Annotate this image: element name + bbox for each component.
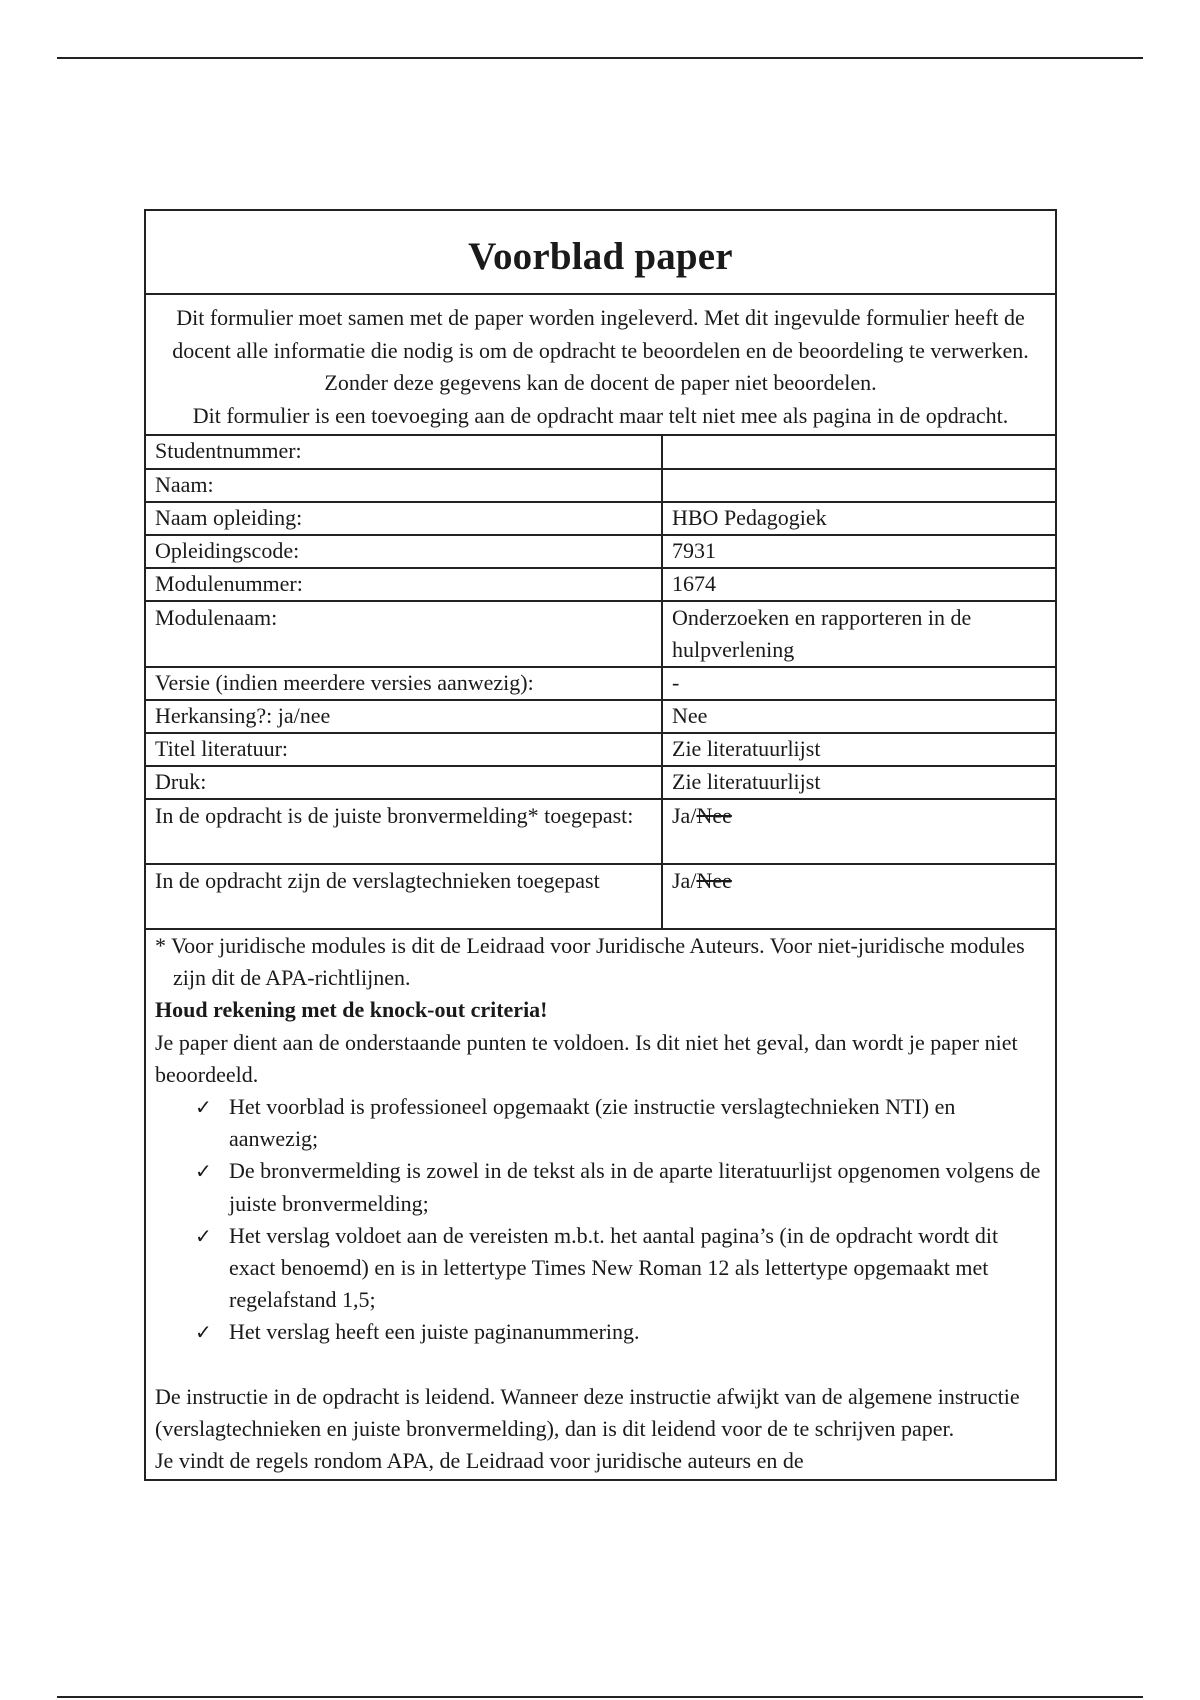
- checklist-text: De bronvermelding is zowel in de tekst als in de aparte literatuurlijst opgenomen volgens de juiste bronvermelding;: [229, 1158, 1041, 1216]
- field-label-titel-literatuur: Titel literatuur:: [146, 733, 662, 766]
- header-rule: [57, 57, 1143, 59]
- field-value-modulenummer[interactable]: 1674: [662, 568, 1055, 601]
- checkmark-icon: ✓: [195, 1159, 212, 1184]
- checklist-text: Het verslag heeft een juiste paginanummering.: [229, 1319, 640, 1345]
- requirement-text: Je paper dient aan de onderstaande punten te voldoen. Is dit niet het geval, dan wordt je paper niet beoordeeld.: [155, 1029, 1018, 1087]
- table-row: [146, 568, 1055, 601]
- table-row: [146, 436, 1055, 469]
- table-row: [146, 766, 1055, 799]
- list-item: [195, 1220, 1046, 1317]
- field-value-verslagtechnieken[interactable]: [662, 864, 1055, 929]
- title-cell: [146, 211, 1055, 295]
- intro-paragraph: Dit formulier is een toevoeging aan de opdracht maar telt niet mee als pagina in de opdracht.: [192, 402, 1009, 428]
- cover-sheet-form: [144, 209, 1057, 1481]
- value-yes: Ja/: [672, 803, 697, 828]
- table-row: [146, 502, 1055, 535]
- page-title: Voorblad paper: [468, 234, 733, 278]
- fields-table: [146, 436, 1055, 930]
- field-label-naam: Naam:: [146, 469, 662, 502]
- list-item: [195, 1155, 1046, 1219]
- value-no-struck: Nee: [696, 803, 732, 828]
- value-no-struck: Nee: [696, 868, 732, 893]
- table-row: [146, 601, 1055, 667]
- field-value-bronvermelding[interactable]: [662, 799, 1055, 864]
- field-label-modulenaam: Modulenaam:: [146, 601, 662, 667]
- value-yes: Ja/: [672, 868, 697, 893]
- table-row: [146, 700, 1055, 733]
- intro-text: [146, 295, 1055, 436]
- field-value-herkansing[interactable]: Nee: [662, 700, 1055, 733]
- intro-paragraph: Dit formulier moet samen met de paper worden ingeleverd. Met dit ingevulde formulier heeft de docent alle informatie die nodig is om de opdracht te beoordelen en de beoordeling te verwerken. Zonder deze gegevens kan de docent de paper niet beoordelen.: [172, 305, 1029, 395]
- field-label-druk: Druk:: [146, 766, 662, 799]
- footnote: * Voor juridische modules is dit de Leidraad voor Juridische Auteurs. Voor niet-juridische modules zijn dit de APA-richtlijnen.: [155, 933, 1025, 991]
- field-value-titel-literatuur[interactable]: Zie literatuurlijst: [662, 733, 1055, 766]
- footer-rule: [57, 1696, 1143, 1698]
- rules-text: Je vindt de regels rondom APA, de Leidraad voor juridische auteurs en de: [155, 1448, 804, 1474]
- field-value-opleidingscode[interactable]: 7931: [662, 535, 1055, 568]
- field-value-modulenaam[interactable]: Onderzoeken en rapporteren in de hulpverlening: [662, 601, 1055, 667]
- field-label-studentnummer: Studentnummer:: [146, 436, 662, 469]
- table-row: [146, 667, 1055, 700]
- notes-section: [146, 930, 1055, 1479]
- table-row: [146, 799, 1055, 864]
- field-label-naam-opleiding: Naam opleiding:: [146, 502, 662, 535]
- checkmark-icon: ✓: [195, 1320, 212, 1345]
- checklist-text: Het voorblad is professioneel opgemaakt (zie instructie verslagtechnieken NTI) en aanwezig;: [229, 1094, 956, 1152]
- field-label-opleidingscode: Opleidingscode:: [146, 535, 662, 568]
- list-item: [195, 1316, 1046, 1348]
- field-value-naam-opleiding[interactable]: HBO Pedagogiek: [662, 502, 1055, 535]
- field-label-verslagtechnieken: In de opdracht zijn de verslagtechnieken toegepast: [146, 864, 662, 929]
- field-value-versie[interactable]: -: [662, 667, 1055, 700]
- table-row: [146, 864, 1055, 929]
- field-label-herkansing: Herkansing?: ja/nee: [146, 700, 662, 733]
- knockout-warning: Houd rekening met de knock-out criteria!: [155, 997, 548, 1023]
- table-row: [146, 469, 1055, 502]
- field-label-versie: Versie (indien meerdere versies aanwezig):: [146, 667, 662, 700]
- instruction-text: De instructie in de opdracht is leidend. Wanneer deze instructie afwijkt van de algemene instructie (verslagtechnieken en juiste bronvermelding), dan is dit leidend voor de te schrijven paper.: [155, 1383, 1020, 1441]
- field-value-druk[interactable]: Zie literatuurlijst: [662, 766, 1055, 799]
- field-value-studentnummer[interactable]: [662, 436, 1055, 469]
- table-row: [146, 535, 1055, 568]
- field-value-naam[interactable]: [662, 469, 1055, 502]
- field-label-bronvermelding: In de opdracht is de juiste bronvermelding* toegepast:: [146, 799, 662, 864]
- checklist-text: Het verslag voldoet aan de vereisten m.b.t. het aantal pagina’s (in de opdracht wordt dit exact benoemd) en is in lettertype Times New Roman 12 als lettertype opgemaakt met regelafstand 1,5;: [229, 1222, 999, 1313]
- checkmark-icon: ✓: [195, 1223, 212, 1248]
- checkmark-icon: ✓: [195, 1095, 212, 1120]
- list-item: [195, 1091, 1046, 1155]
- field-label-modulenummer: Modulenummer:: [146, 568, 662, 601]
- table-row: [146, 733, 1055, 766]
- spacer: [155, 1349, 1046, 1381]
- checklist: [155, 1091, 1046, 1349]
